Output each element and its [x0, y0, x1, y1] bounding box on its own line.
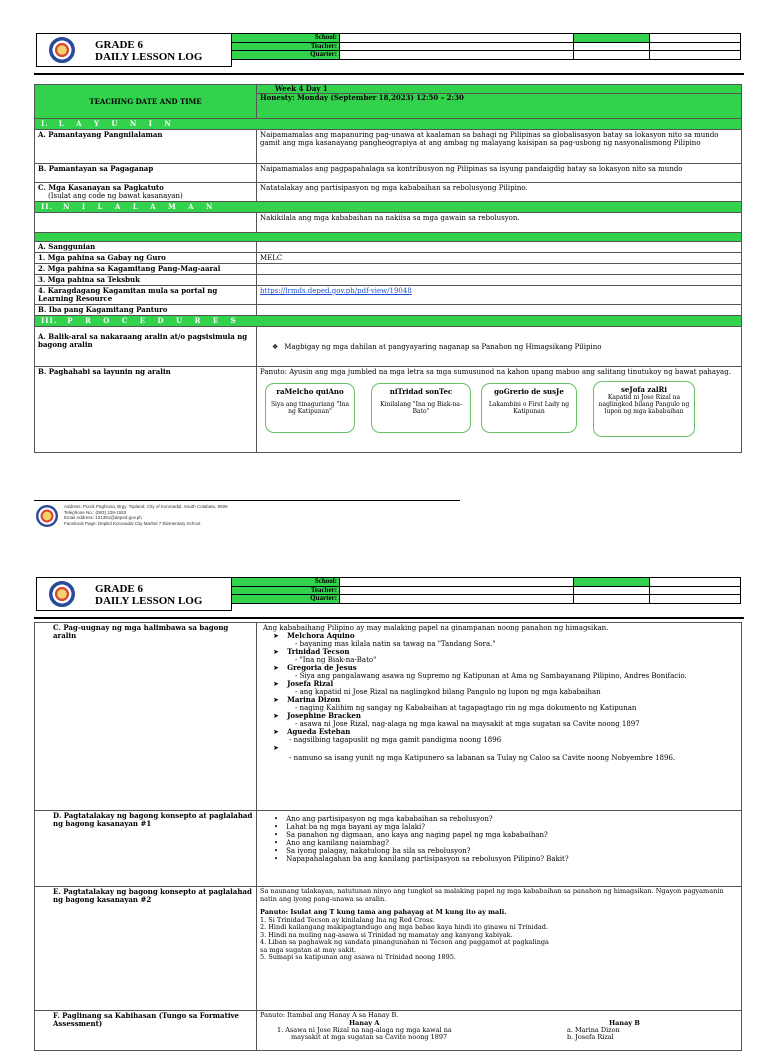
sanggunian-label: A. Sanggunian: [35, 242, 257, 253]
true-false-item: 5. Sumapi sa katipunan ang asawa ni Trinidad noong 1895.: [260, 953, 456, 961]
arrow-bullet-icon: ➤: [273, 680, 279, 688]
teaching-date-label-cell: [35, 85, 257, 119]
section-num: II.: [41, 202, 53, 211]
question-list: [260, 815, 738, 863]
woman-desc: - bayaning mas kilala natin sa tawag na "Tandang Sora.": [295, 640, 496, 648]
paghahabi-cell: [257, 367, 742, 453]
section-num: III.: [41, 316, 58, 325]
question-item: • Sa iyong palagay, nakatulong ba sila sa rebolusyon?: [260, 847, 738, 855]
iba-pang-value: [257, 305, 742, 316]
teaching-date-label: TEACHING DATE AND TIME: [89, 96, 202, 106]
header-green-cell: [574, 34, 650, 43]
section-nilalaman: [35, 202, 742, 213]
pagtatalakay-2-label-text: E. Pagtatalakay ng bagong konsepto at paglalahad ng bagong kasanayan #2: [53, 887, 252, 904]
teacher-field[interactable]: [340, 586, 574, 595]
section-layunin: [35, 119, 742, 130]
arrow-bullet-icon: ➤: [273, 648, 279, 656]
jumbled-clue: Siya ang tinaguriang "Ina ng Katipunan": [270, 401, 350, 415]
deped-seal-icon: [49, 581, 75, 607]
pagaganap-value: Naipamamalas ang pagpapahalaga sa kontribusyon ng Pilipinas sa isyung pandaigdig batay sa lokasyon nito sa mundo: [257, 164, 742, 183]
portal-label: 4. Karagdagang Kagamitan mula sa portal ng Learning Resource: [35, 286, 257, 305]
woman-desc: - "Ina ng Biak-na-Bato": [295, 656, 377, 664]
teacher-label: Teacher:: [232, 586, 340, 595]
woman-name: Melchora Aquino: [287, 631, 355, 640]
jumbled-clue: Lakambini o First Lady ng Katipunan: [488, 401, 570, 415]
header-green-cell: [574, 578, 650, 587]
session-cell: [257, 85, 742, 119]
true-false-item: 3. Hindi na muling nag-asawa si Trinidad ng mamatay ang kanyang kabiyak.: [260, 930, 513, 939]
true-false-item: 1. Si Trinidad Tecson ay kinilalang Ina ng Red Cross.: [260, 915, 435, 924]
lesson-table-page2: [34, 622, 742, 1051]
pag-uugnay-label-text: C. Pag-uugnay ng mga halimbawa sa bagong aralin: [53, 623, 229, 640]
sanggunian-value: [257, 242, 742, 253]
pagtatalakay-2-label: [35, 887, 257, 1011]
header-right-cell: [650, 51, 741, 60]
gabay-value: MELC: [257, 253, 742, 264]
header-info-table: [231, 33, 741, 60]
pagtatalakay-2-panuto: Panuto: Isulat ang T kung tama ang pahayag at M kung ito ay mali.: [260, 908, 507, 916]
jumbled-card: [265, 383, 355, 433]
school-logo-icon: [36, 505, 58, 527]
header-divider-page2: [34, 617, 744, 619]
woman-item: [263, 680, 738, 688]
footer-email: Email Address: 131381@deped.gov.ph: [64, 515, 142, 520]
pagtatalakay-2-intro: Sa naunang talakayan, natutunan ninyo ang tungkol sa malaking papel ng mga kababaihan sa panahon ng himagsikan. Ngayon pagyamanin natin ang iyong pang-unawa sa aralin.: [260, 887, 724, 903]
woman-name: Agueda Esteban: [287, 727, 351, 736]
header-logo-box: [36, 33, 232, 67]
question-item: • Napapahalagahan ba ang kanilang partisipasyon sa rebolusyon Pilipino? Bakit?: [260, 855, 738, 863]
header-right-cell: [650, 42, 741, 51]
header-divider: [34, 73, 744, 75]
woman-item: [263, 696, 738, 704]
kagamitan-value: [257, 264, 742, 275]
kasanayan-cell: [35, 183, 257, 202]
session-info: Honesty: Monday (September 18,2023) 12:50 – 2:30: [260, 93, 464, 102]
woman-desc: - naging Kalihim ng sangay ng Kababaihan at tagapagtago rin ng mga dokumento ng Katipunan: [295, 704, 637, 712]
woman-desc: - namuno sa isang yunit ng mga Katipunero sa labanan sa Tulay ng Caloo sa Cavite noong Nobyembre 1896.: [289, 754, 676, 762]
footer-facebook: Facebook Page: DepEd Koronadal City Marbel 7 Elementary School: [64, 520, 201, 526]
woman-item: [263, 632, 738, 640]
lesson-table-page1: [34, 84, 742, 453]
woman-item: [263, 744, 738, 754]
teacher-label: Teacher:: [232, 42, 340, 51]
jumbled-clue: Kapatid ni Jose Rizal na naglingkod bilang Pangulo ng lupon ng mga kababaihan: [598, 394, 690, 415]
question-item: • Ano ang partisipasyon ng mga kababaihan sa rebolusyon?: [260, 815, 738, 823]
diamond-bullet-icon: ❖: [272, 342, 279, 351]
pamantayang-label: A. Pamantayang Pangnilalaman: [35, 130, 257, 164]
hanay-a-item: 1. Asawa ni Jose Rizal na nag-alaga ng mga kawal na: [277, 1026, 452, 1034]
quarter-field[interactable]: [340, 595, 574, 604]
school-field[interactable]: [340, 578, 574, 587]
woman-desc: - ang kapatid ni Jose Rizal na naglingkod bilang Pangulo ng lupon ng mga kababaihan: [295, 688, 601, 696]
log-title: DAILY LESSON LOG: [95, 595, 203, 607]
question-item: • Lahat ba ng mga bayani ay mga lalaki?: [260, 823, 738, 831]
true-false-item: sa mga sugatan at may sakit.: [260, 945, 357, 954]
woman-desc: - asawa ni Jose Rizal, nag-alaga ng mga kawal na maysakit at mga sugatan sa Cavite noong 1897: [295, 720, 640, 728]
pag-uugnay-label: [35, 623, 257, 811]
jumbled-card: [593, 381, 695, 437]
log-title: DAILY LESSON LOG: [95, 51, 203, 63]
paglinang-label-text: F. Paglinang sa Kabihasan (Tungo sa Formative Assessment): [53, 1011, 239, 1028]
woman-name: Josefa Rizal: [287, 679, 334, 688]
header-right-cell: [574, 595, 650, 604]
grade-title: GRADE 6: [95, 583, 143, 595]
arrow-bullet-icon: ➤: [273, 696, 279, 704]
arrow-bullet-icon: ➤: [273, 712, 279, 720]
pagaganap-label: B. Pamantayan sa Pagaganap: [35, 164, 257, 183]
header-right-cell[interactable]: [650, 578, 741, 587]
paglinang-label: [35, 1011, 257, 1051]
pagtatalakay-1-label-text: D. Pagtatalakay ng bagong konsepto at paglalahad ng bagong kasanayan #1: [53, 811, 253, 828]
hanay-a-item-cont: maysakit at mga sugatan sa Cavite noong 1897: [291, 1033, 448, 1041]
header-right-cell: [574, 586, 650, 595]
green-spacer-row: [35, 233, 742, 242]
quarter-label: Quarter:: [232, 595, 340, 604]
header-right-cell[interactable]: [650, 34, 741, 43]
hanay-b-item: b. Josefa Rizal: [567, 1033, 614, 1041]
footer-address-block: [64, 504, 228, 526]
woman-name: Josephine Bracken: [287, 711, 361, 720]
woman-name: Trinidad Tecson: [287, 647, 350, 656]
balik-aral-label: A. Balik-aral sa nakaraang aralin at/o pagsisimula ng bagong aralin: [35, 327, 257, 367]
woman-item: [263, 664, 738, 672]
paghahabi-instruction: Panuto: Ayusin ang mga jumbled na mga letra sa mga sumusunod na kahon upang mabuo ang salitang tinutukoy ng bawat pahayag.: [260, 368, 731, 376]
woman-name: Marina Dizon: [287, 695, 341, 704]
pag-uugnay-cell: [257, 623, 742, 811]
school-field[interactable]: [340, 34, 574, 43]
hanay-b-heading: Hanay B: [609, 1019, 640, 1027]
woman-desc: - nagsilbing tagapuslit ng mga gamit pandigma noong 1896: [289, 736, 502, 744]
arrow-bullet-icon: ➤: [273, 744, 279, 752]
woman-name: Gregoria de Jesus: [287, 663, 357, 672]
footer-telephone: Telephone No.: (083) 228-1553: [64, 509, 127, 515]
paglinang-cell: [257, 1011, 742, 1051]
kasanayan-label: C. Mga Kasanayan sa Pagkatuto: [38, 183, 164, 192]
pagtatalakay-1-label: [35, 811, 257, 887]
jumbled-word: seJofa zalRi: [620, 385, 667, 394]
question-item: • Ano ang kanilang naiambag?: [260, 839, 738, 847]
arrow-bullet-icon: ➤: [273, 632, 279, 640]
nilalaman-value: Nakikilala ang mga kababaihan na nakiisa sa mga gawain sa rebolusyon.: [257, 213, 742, 233]
true-false-item: 4. Liban sa paghawak ng sandata pinangunahan ni Tecson ang paggamot at pagkalinga: [260, 938, 549, 946]
header-right-cell: [650, 595, 741, 604]
hanay-a-heading: Hanay A: [349, 1019, 380, 1027]
gabay-label: 1. Mga pahina sa Gabay ng Guro: [35, 253, 257, 264]
quarter-label: Quarter:: [232, 51, 340, 60]
pagtatalakay-1-cell: [257, 811, 742, 887]
footer-address: Address: Purok Paghiusa, Brgy. Topland, City of Koronadal, South Cotabato, 9506: [64, 504, 228, 509]
paghahabi-label: B. Paghahabi sa layunin ng aralin: [35, 367, 257, 453]
deped-seal-icon: [49, 37, 75, 63]
jumbled-word: niTridad sonTec: [389, 387, 453, 396]
grade-title: GRADE 6: [95, 39, 143, 51]
header-right-cell: [650, 586, 741, 595]
jumbled-card: [371, 383, 471, 433]
woman-item: [263, 728, 738, 736]
footer-divider: [34, 500, 460, 501]
week-day: Week 4 Day 1: [257, 85, 741, 94]
jumbled-word: raMelcho quiAno: [276, 387, 344, 396]
pagtatalakay-2-cell: [257, 887, 742, 1011]
section-title: N I L A L A M A N: [63, 202, 218, 211]
header-info-table-page2: [231, 577, 741, 604]
section-num: I.: [41, 119, 49, 128]
teksbuk-label: 3. Mga pahina sa Teksbuk: [35, 275, 257, 286]
balik-aral-cell: [257, 327, 742, 367]
woman-item: [263, 712, 738, 720]
section-title: L A Y U N I N: [58, 119, 176, 128]
arrow-bullet-icon: ➤: [273, 728, 279, 736]
portal-link[interactable]: https://lrmds.deped.gov.ph/pdf-view/19048: [260, 287, 412, 295]
kasanayan-value: Natatalakay ang partisipasyon ng mga kababaihan sa rebolusyong Pilipino.: [257, 183, 742, 202]
jumbled-card: [481, 383, 577, 433]
balik-aral-value: Magbigay ng mga dahilan at pangyayaring naganap sa Panahon ng Himagsikang Pilipino: [284, 342, 602, 351]
hanay-b-item: a. Marina Dizon: [567, 1026, 620, 1034]
iba-pang-label: B. Iba pang Kagamitang Panturo: [35, 305, 257, 316]
teacher-field[interactable]: [340, 42, 574, 51]
quarter-field[interactable]: [340, 51, 574, 60]
header-right-cell: [574, 51, 650, 60]
nilalaman-label-cell: [35, 213, 257, 233]
arrow-bullet-icon: ➤: [273, 664, 279, 672]
woman-item: [263, 648, 738, 656]
pamantayang-value: Naipamamalas ang mapanuring pag-unawa at kaalaman sa bahagi ng Pilipinas sa globalisasyon batay sa lokasyon nito sa mundo gamit ang mga kasanayang pangheograpiya at ang ambag ng malayang kaisipan sa pag-usbong ng nasyonalismong Pilipino: [257, 130, 742, 164]
question-item: • Sa panahon ng digmaan, ano kaya ang naging papel ng mga kababaihan?: [260, 831, 738, 839]
true-false-item: 2. Hindi kailangang makipagtandugo ang mga babae kaya hindi ito ginawa ni Trinidad.: [260, 923, 548, 931]
kagamitan-label: 2. Mga pahina sa Kagamitang Pang-Mag-aaral: [35, 264, 257, 275]
section-title: P R O C E D U R E S: [67, 316, 241, 325]
jumbled-clue: Kinilalang "Ina ng Biak-na-Bato": [380, 401, 462, 415]
header-logo-box-page2: [36, 577, 232, 611]
school-label: School:: [232, 578, 340, 587]
portal-cell: [257, 286, 742, 305]
woman-desc: - Siya ang pangalawang asawa ng Supremo ng Katipunan at Ama ng Sambayanang Pilipino, Andres Bonifacio.: [295, 672, 687, 680]
pag-uugnay-intro: Ang kababaihang Pilipino ay may malaking papel na ginampanan noong panahon ng himagsikan.: [263, 624, 609, 632]
jumbled-word: goGrerio de susJe: [494, 387, 564, 396]
kasanayan-sub: (Isulat ang code ng bawat kasanayan): [48, 192, 183, 200]
paglinang-panuto: Panuto: Itambal ang Hanay A sa Hanay B.: [260, 1011, 399, 1019]
section-procedures: [35, 316, 742, 327]
teksbuk-value: [257, 275, 742, 286]
school-label: School:: [232, 34, 340, 43]
header-right-cell: [574, 42, 650, 51]
